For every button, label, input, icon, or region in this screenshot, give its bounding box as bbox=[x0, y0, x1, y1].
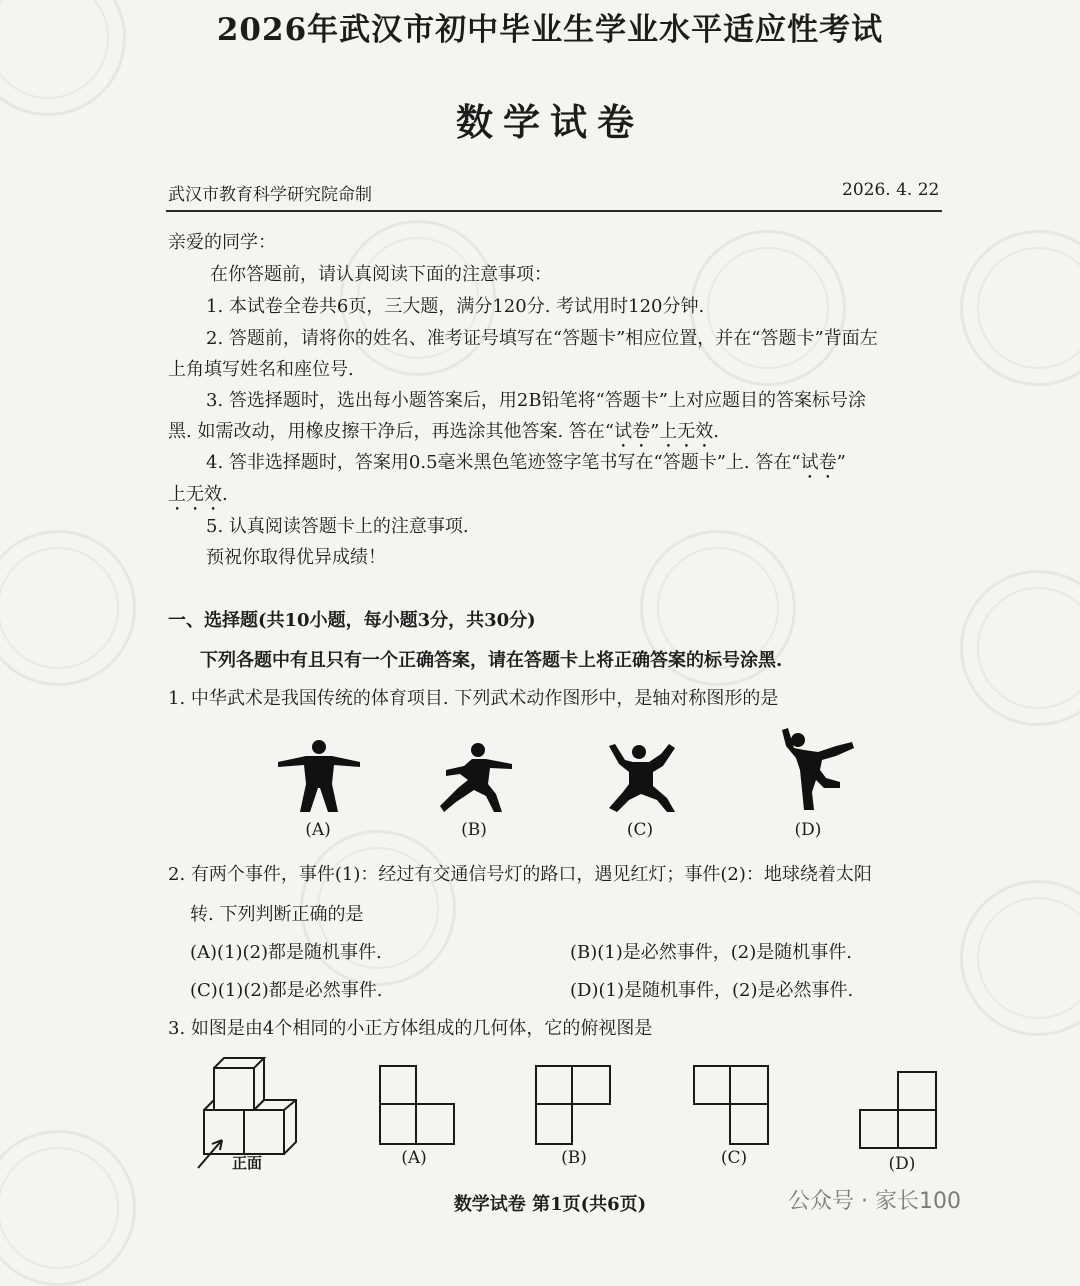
option-d-label: (D) bbox=[888, 1154, 916, 1174]
martial-arts-figure-c bbox=[605, 742, 677, 814]
section-heading: 一、选择题(共10小题，每小题3分，共30分) bbox=[168, 610, 536, 631]
watermark-stamp bbox=[960, 570, 1080, 726]
question-2-option-c: (C)(1)(2)都是必然事件. bbox=[190, 980, 383, 1001]
martial-arts-figure-b bbox=[438, 742, 514, 814]
question-1-stem: 1. 中华武术是我国传统的体育项目. 下列武术动作图形中，是轴对称图形的是 bbox=[168, 688, 779, 709]
question-2-option-b: (B)(1)是必然事件，(2)是随机事件. bbox=[570, 942, 852, 963]
question-2-option-d: (D)(1)是随机事件，(2)是必然事件. bbox=[570, 980, 854, 1001]
question-2-option-a: (A)(1)(2)都是随机事件. bbox=[190, 942, 382, 963]
exam-author: 武汉市教育科学研究院命制 bbox=[168, 185, 372, 205]
watermark-stamp bbox=[690, 230, 846, 386]
option-a-label: (A) bbox=[401, 1148, 427, 1168]
exam-subtitle: 数学试卷 bbox=[456, 100, 644, 144]
option-d-label: (D) bbox=[794, 820, 822, 840]
top-view-option-b bbox=[534, 1064, 614, 1146]
notice-intro: 在你答题前，请认真阅读下面的注意事项： bbox=[210, 264, 552, 285]
notice-item-3-cont: 黑. 如需改动，用橡皮擦干净后，再选涂其他答案. 答在“试卷”上无效. bbox=[168, 421, 720, 442]
question-3-stem: 3. 如图是由4个相同的小正方体组成的几何体，它的俯视图是 bbox=[168, 1018, 653, 1039]
top-view-option-a bbox=[378, 1064, 458, 1146]
top-view-option-c bbox=[692, 1064, 772, 1146]
notice-item-2: 2. 答题前，请将你的姓名、准考证号填写在“答题卡”相应位置，并在“答题卡”背面左 bbox=[206, 328, 878, 349]
option-b-label: (B) bbox=[561, 1148, 587, 1168]
martial-arts-figure-d bbox=[776, 726, 856, 812]
watermark-stamp bbox=[960, 880, 1080, 1036]
option-c-label: (C) bbox=[720, 1148, 748, 1168]
question-2-stem-cont: 转. 下列判断正确的是 bbox=[190, 904, 364, 925]
exam-title: 2026年武汉市初中毕业生学业水平适应性考试 bbox=[216, 12, 884, 48]
martial-arts-figure-a bbox=[276, 738, 362, 814]
option-b-label: (B) bbox=[461, 820, 487, 840]
top-view-option-d bbox=[858, 1070, 940, 1150]
notice-item-2-cont: 上角填写姓名和座位号. bbox=[168, 359, 354, 380]
option-a-label: (A) bbox=[305, 820, 331, 840]
emphasis-text: 上无效 bbox=[659, 421, 714, 442]
emphasis-text: 试卷 bbox=[614, 421, 651, 442]
notice-item-4: 4. 答非选择题时，答案用0.5毫米黑色笔迹签字笔书写在“答题卡”上. 答在“试卷” bbox=[206, 452, 846, 473]
front-label: 正面 bbox=[232, 1154, 263, 1172]
notice-item-3: 3. 答选择题时，选出每小题答案后，用2B铅笔将“答题卡”上对应题目的答案标号涂 bbox=[206, 390, 866, 411]
question-2-stem: 2. 有两个事件，事件(1)：经过有交通信号灯的路口，遇见红灯；事件(2)：地球绕着太阳 bbox=[168, 864, 872, 885]
notice-greeting: 亲爱的同学： bbox=[168, 232, 276, 253]
page-footer: 数学试卷 第1页(共6页) bbox=[453, 1194, 647, 1215]
notice-item-1: 1. 本试卷全卷共6页，三大题，满分120分. 考试用时120分钟. bbox=[206, 296, 705, 317]
brand-watermark: 公众号 · 家长100 bbox=[788, 1189, 961, 1214]
watermark-stamp bbox=[0, 530, 136, 686]
watermark-stamp bbox=[960, 230, 1080, 386]
notice-item-4-cont: 上无效. bbox=[168, 484, 228, 505]
emphasis-text: 上无效 bbox=[168, 484, 222, 505]
notice-wish: 预祝你取得优异成绩！ bbox=[206, 547, 386, 568]
notice-item-5: 5. 认真阅读答题卡上的注意事项. bbox=[206, 516, 469, 537]
emphasis-text: 试卷 bbox=[800, 452, 837, 473]
section-instruction: 下列各题中有且只有一个正确答案，请在答题卡上将正确答案的标号涂黑. bbox=[200, 650, 783, 671]
option-c-label: (C) bbox=[626, 820, 654, 840]
header-divider bbox=[166, 210, 942, 212]
exam-date: 2026. 4. 22 bbox=[842, 180, 940, 200]
